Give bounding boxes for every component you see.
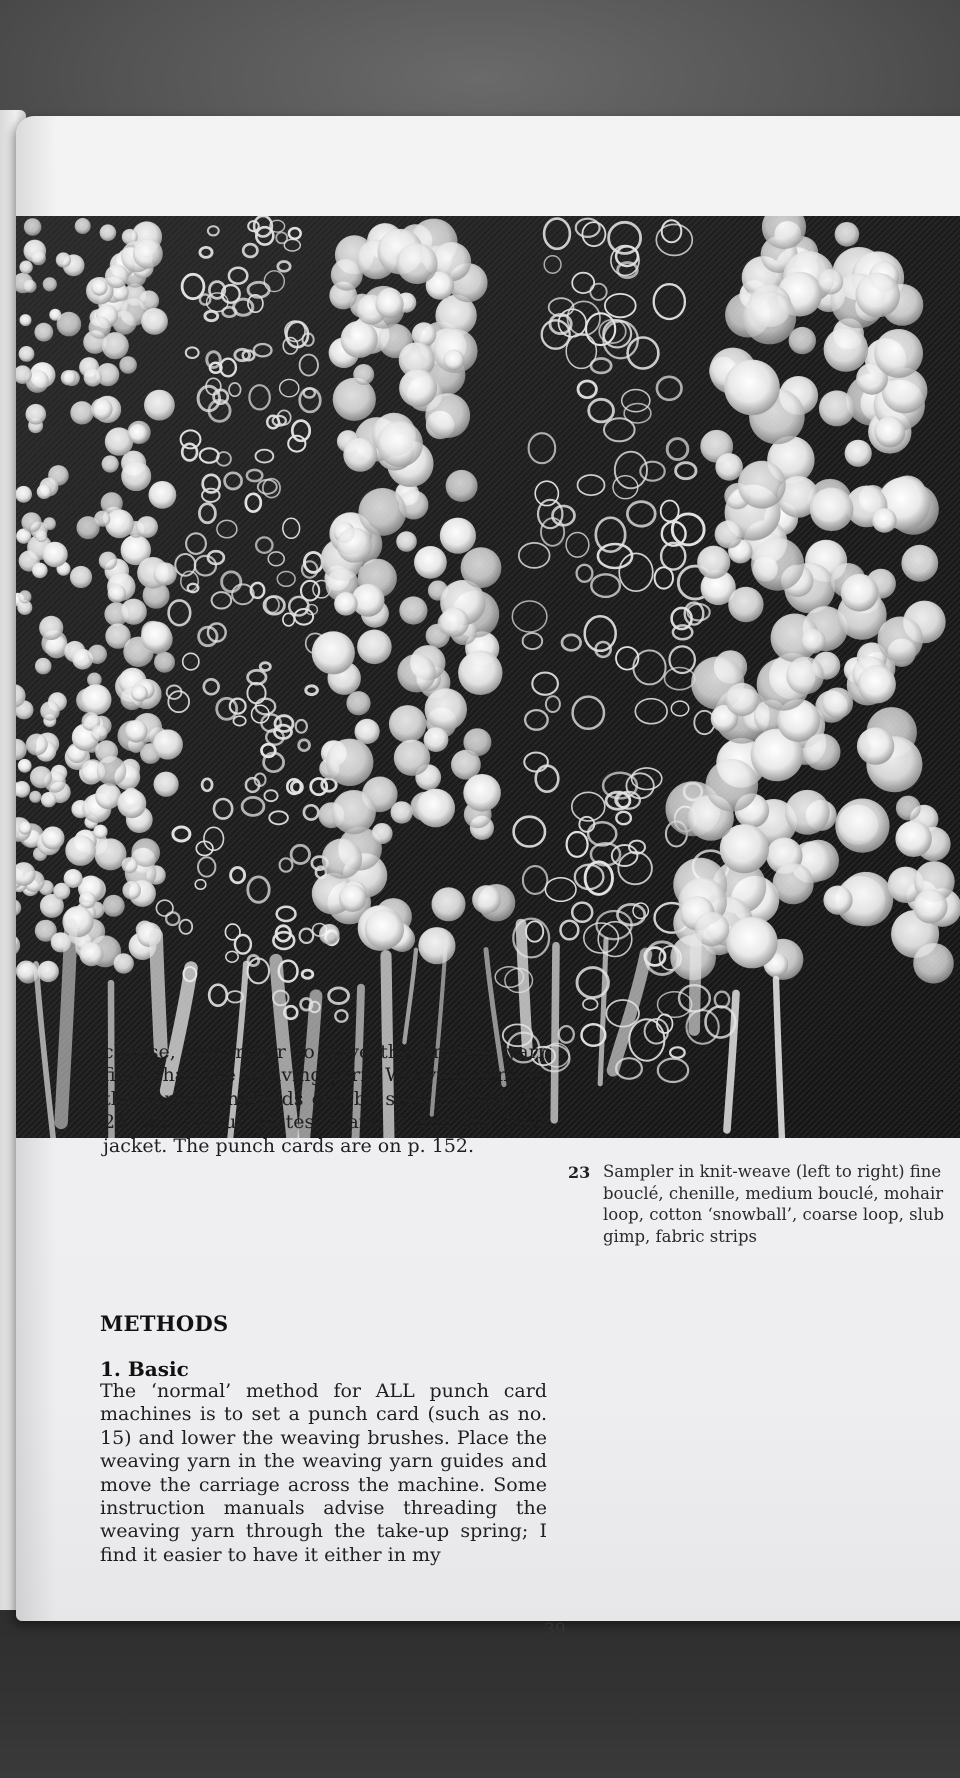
subsection-body [100,1380,547,1567]
subsection-paragraph: The ‘normal’ method for ALL punch card machines is to set a punch card (such as no. 15) and lower the weaving brushes. Place the weaving yarn in the weaving yarn guides and move the carriage across the machine. Some instruction manuals advise threading the weaving yarn through the take-up spring; I find it easier to have it either in my [100,1380,547,1566]
figure-number: 23 [568,1163,591,1182]
section-heading: METHODS [100,1311,229,1336]
body-text-continued [103,1041,550,1158]
page-number: 39 [544,1620,566,1640]
figure-caption: Sampler in knit-weave (left to right) fine bouclé, chenille, medium bouclé, mohair loop, cotton ‘snowball’, coarse loop, slub gimp, fabric strips [603,1162,945,1246]
paragraph-continued: choose, remember to have the knitting yarn finer than the weaving yarn. Weaving done by the various methods can be seen in Figs. 23, 24, 25, colour plates 1 and 2 and the back jacket. The punch cards are on p. 152. [103,1041,550,1157]
book-page [16,116,960,1640]
subsection-heading: 1. Basic [100,1357,189,1381]
knit-weave-sampler-image [16,216,960,1138]
knit-weave-sampler-photo [16,216,960,1138]
